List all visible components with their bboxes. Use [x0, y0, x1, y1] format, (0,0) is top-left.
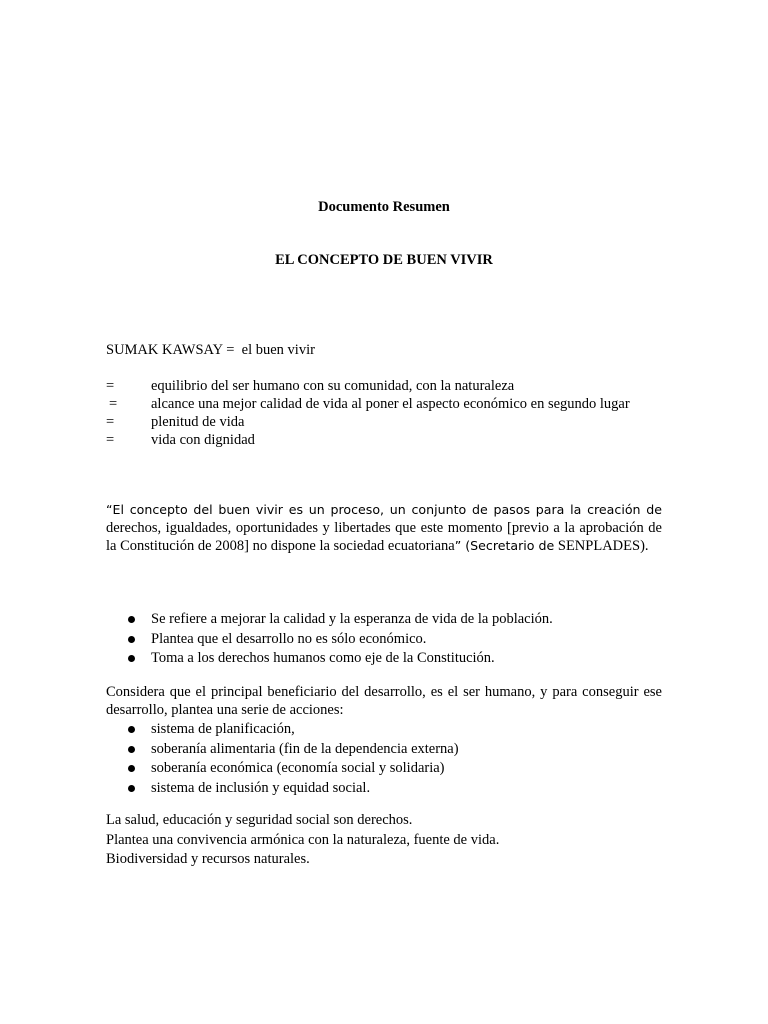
considera-paragraph: Considera que el principal beneficiario del desarrollo, es el ser humano, y para conseguir ese desarrollo, plantea una serie de acciones:	[106, 684, 662, 718]
bullet-list-features	[106, 610, 662, 669]
bullet-icon	[128, 785, 135, 792]
list-item-text: Plantea que el desarrollo no es sólo económico.	[151, 630, 427, 647]
equivalence-text: equilibrio del ser humano con su comunidad, con la naturaleza	[151, 378, 515, 394]
closing-line: Biodiversidad y recursos naturales.	[106, 851, 310, 867]
equivalence-text: vida con dignidad	[151, 432, 255, 448]
closing-lines	[106, 811, 662, 870]
equivalence-text: plenitud de vida	[151, 414, 245, 430]
document-header: Documento Resumen	[318, 199, 450, 215]
equivalence-row	[106, 395, 662, 413]
bullet-icon	[128, 765, 135, 772]
bullet-icon	[128, 616, 135, 623]
document-title: EL CONCEPTO DE BUEN VIVIR	[275, 252, 493, 268]
list-item	[106, 610, 662, 630]
closing-line: Plantea una convivencia armónica con la naturaleza, fuente de vida.	[106, 831, 500, 848]
equals-sign: =	[106, 432, 115, 448]
list-item	[106, 720, 662, 740]
bullet-icon	[128, 746, 135, 753]
equals-sign: =	[106, 414, 115, 430]
equals-sign: =	[106, 378, 115, 394]
list-item-text: soberanía económica (economía social y solidaria)	[151, 760, 445, 776]
bullet-icon	[128, 726, 135, 733]
quote-part-4: SENPLADES).	[557, 538, 649, 554]
bullet-icon	[128, 655, 135, 662]
list-item-text: sistema de inclusión y equidad social.	[151, 779, 371, 796]
quote-part-1: “El concepto del buen vivir es un proceso, un conjunto de pasos para la creación de	[106, 502, 662, 517]
closing-line: La salud, educación y seguridad social son derechos.	[106, 812, 413, 828]
list-item	[106, 630, 662, 650]
equivalence-list	[106, 377, 662, 449]
list-item	[106, 759, 662, 779]
quote-paragraph	[106, 501, 662, 555]
quote-part-2: derechos, igualdades, oportunidades y libertades que este momento [previo a la aprobación de la Constitución de 2008] no dispone la sociedad ecuatoriana	[106, 520, 662, 554]
list-item	[106, 740, 662, 760]
list-item-text: soberanía alimentaria (fin de la dependencia externa)	[151, 740, 459, 757]
list-item	[106, 649, 662, 669]
equivalence-row	[106, 413, 662, 431]
equivalence-text: alcance una mejor calidad de vida al poner el aspecto económico en segundo lugar	[151, 396, 630, 412]
list-item-text: Se refiere a mejorar la calidad y la esperanza de vida de la población.	[151, 611, 553, 627]
list-item-text: sistema de planificación,	[151, 721, 295, 737]
bullet-list-actions	[106, 720, 662, 798]
definition-line: SUMAK KAWSAY = el buen vivir	[106, 342, 315, 358]
bullet-icon	[128, 636, 135, 643]
equivalence-row	[106, 377, 662, 395]
quote-part-3: ” (Secretario de	[454, 538, 555, 553]
equals-sign: =	[109, 396, 118, 412]
equivalence-row	[106, 431, 662, 449]
list-item-text: Toma a los derechos humanos como eje de la Constitución.	[151, 650, 495, 666]
list-item	[106, 779, 662, 799]
